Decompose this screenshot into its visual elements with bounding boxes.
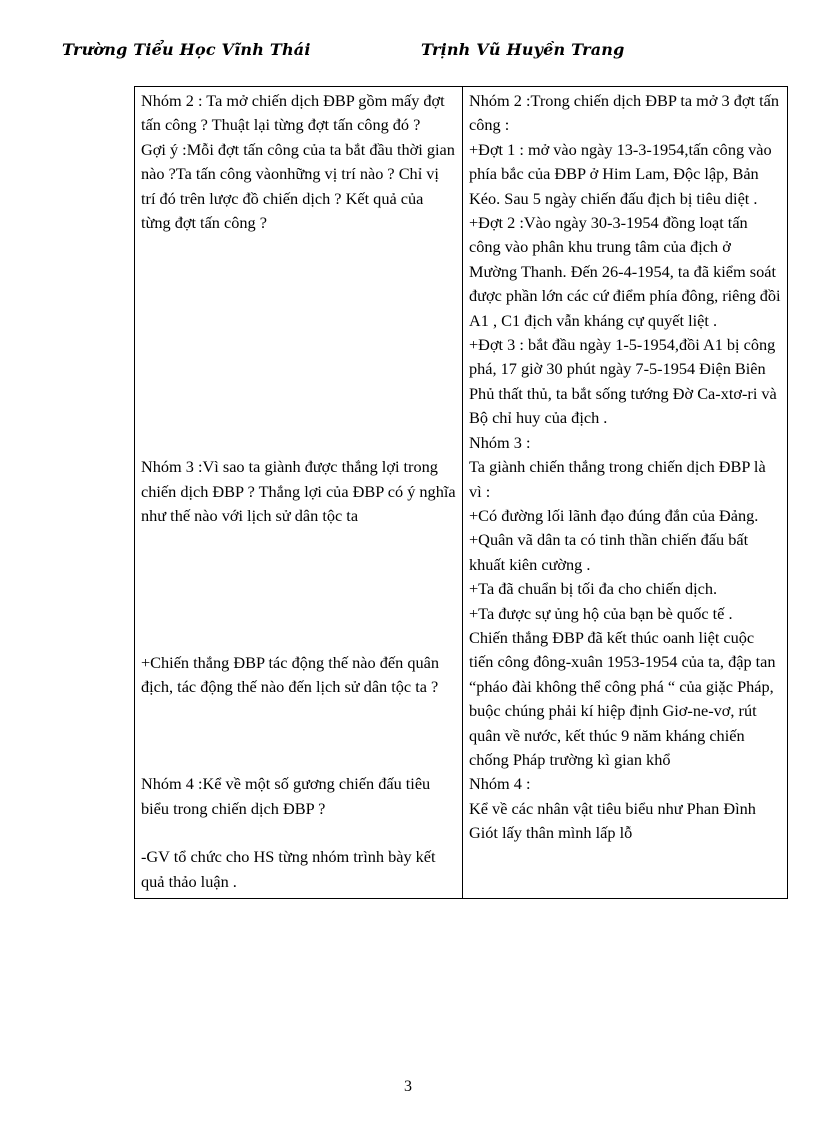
- answer-column: [463, 87, 788, 899]
- group-2-phase-1: +Đợt 1 : mở vào ngày 13-3-1954,tấn công vào phía bắc của ĐBP ở Him Lam, Độc lập, Bản Kéo. Sau 5 ngày chiến đấu địch bị tiêu diệt .: [469, 139, 772, 208]
- school-name: Trường Tiểu Học Vĩnh Thái: [62, 40, 311, 59]
- group-2-answer-title: Nhóm 2 :Trong chiến dịch ĐBP ta mở 3 đợt tấn công :: [469, 91, 779, 135]
- page-number: 3: [404, 1078, 412, 1095]
- group-4-answer-title: Nhóm 4 :: [469, 774, 531, 794]
- group-3-question: Nhóm 3 :Vì sao ta giành được thắng lợi trong chiến dịch ĐBP ? Thắng lợi của ĐBP có ý nghĩa như thế nào với lịch sử dân tộc ta: [141, 457, 456, 526]
- group-4-question: Nhóm 4 :Kể về một số gương chiến đấu tiêu biểu trong chiến dịch ĐBP ?: [141, 774, 431, 818]
- spacer: [141, 529, 456, 651]
- teacher-instruction: -GV tổ chức cho HS từng nhóm trình bày kết quả thảo luận .: [141, 847, 436, 891]
- group-4-answer-text: Kể về các nhân vật tiêu biểu như Phan Đình Giót lấy thân mình lấp lỗ: [469, 798, 756, 843]
- activity-column: [135, 87, 463, 899]
- spacer: [141, 235, 456, 455]
- group-3-answer-intro: Ta giành chiến thắng trong chiến dịch ĐBP là vì :: [469, 457, 766, 501]
- group-3-reason-1: +Có đường lối lãnh đạo đúng đắn của Đảng.: [469, 505, 759, 525]
- group-2-question: Nhóm 2 : Ta mở chiến dịch ĐBP gồm mấy đợt tấn công ? Thuật lại từng đợt tấn công đó ?: [141, 91, 445, 135]
- group-3-followup: +Chiến thắng ĐBP tác động thế nào đến quân địch, tác động thế nào đến lịch sử dân tộc ta ?: [141, 652, 439, 697]
- teacher-name: Trịnh Vũ Huyền Trang: [421, 40, 625, 59]
- spacer: [141, 821, 456, 845]
- group-3-reason-4: +Ta được sự ủng hộ của bạn bè quốc tế .: [469, 603, 733, 623]
- spacer: [141, 699, 456, 772]
- lesson-table: [134, 86, 788, 899]
- group-2-hint: Gợi ý :Mỗi đợt tấn công của ta bắt đầu thời gian nào ?Ta tấn công vàonhững vị trí nào ? Chỉ vị trí đó trên lược đồ chiến dịch ? Kết quả của từng đợt tấn công ?: [141, 139, 455, 233]
- table-row: [135, 87, 788, 899]
- group-3-answer-title: Nhóm 3 :: [469, 432, 531, 452]
- page-header: [62, 40, 756, 66]
- group-3-meaning: Chiến thắng ĐBP đã kết thúc oanh liệt cuộc tiến công đông-xuân 1953-1954 của ta, đập tan “pháo đài không thể công phá “ của giặc Pháp, buộc chúng phải kí hiệp định Giơ-ne-vơ, rút quân về nước, kết thúc 9 năm kháng chiến chống Pháp trường kì gian khổ: [469, 627, 776, 769]
- group-3-reason-2: +Quân vã dân ta có tinh thần chiến đấu bất khuất kiên cường .: [469, 530, 749, 574]
- group-2-phase-2: +Đợt 2 :Vào ngày 30-3-1954 đồng loạt tấn công vào phân khu trung tâm của địch ở Mường Thanh. Đến 26-4-1954, ta đã kiểm soát được phần lớn các cứ điểm phía đông, riêng đồi A1 , C1 địch vẫn kháng cự quyết liệt .: [469, 213, 781, 330]
- group-3-reason-3: +Ta đã chuẩn bị tối đa cho chiến dịch.: [469, 579, 718, 599]
- group-2-phase-3: +Đợt 3 : bắt đầu ngày 1-5-1954,đồi A1 bị công phá, 17 giờ 30 phút ngày 7-5-1954 Điện Biên Phủ thất thủ, ta bắt sống tướng Đờ Ca-xtơ-ri và Bộ chỉ huy của địch .: [469, 335, 777, 428]
